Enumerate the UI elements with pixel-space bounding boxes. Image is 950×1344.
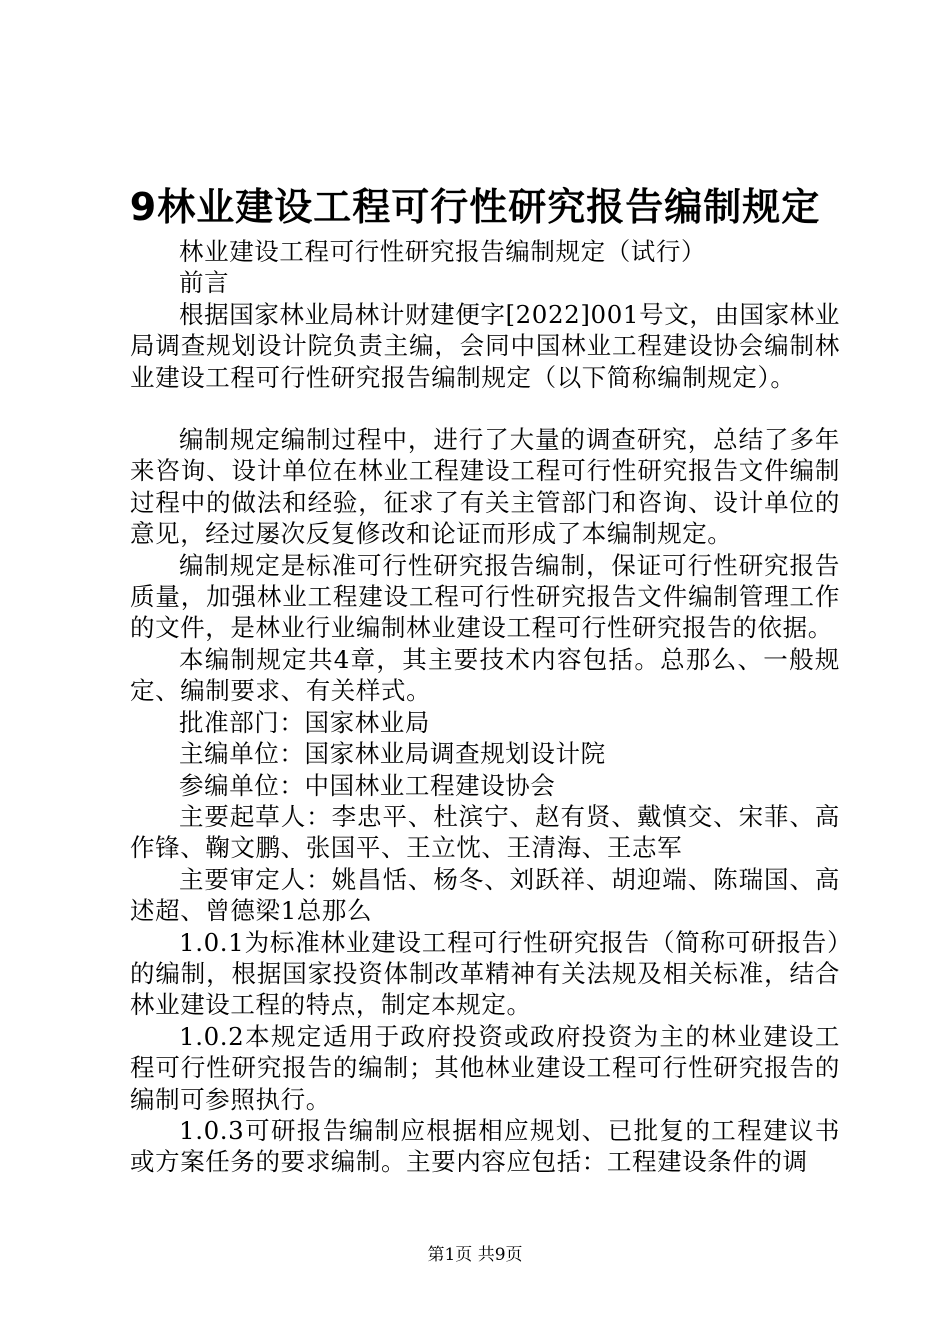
paragraph-preface-heading: 前言	[179, 268, 230, 298]
paragraph-contents: 本编制规定共4章，其主要技术内容包括。总那么、一般规定、编制要求、有关样式。	[130, 644, 840, 706]
paragraph-basis: 根据国家林业局林计财建便字[2022]001号文，由国家林业局调查规划设计院负责主编，会同中国林业工程建设协会编制林业建设工程可行性研究报告编制规定（以下简称编制规定）。	[130, 299, 840, 392]
paragraph-chief-editor: 主编单位：国家林业局调查规划设计院	[179, 739, 606, 769]
paragraph-clause-1-0-3: 1.0.3可研报告编制应根据相应规划、已批复的工程建议书或方案任务的要求编制。主要内容应包括：工程建设条件的调	[130, 1115, 840, 1177]
paragraph-clause-1-0-2: 1.0.2本规定适用于政府投资或政府投资为主的林业建设工程可行性研究报告的编制；其他林业建设工程可行性研究报告的编制可参照执行。	[130, 1021, 840, 1114]
paragraph-co-editor: 参编单位：中国林业工程建设协会	[179, 770, 556, 800]
paragraph-subtitle: 林业建设工程可行性研究报告编制规定（试行）	[179, 237, 707, 266]
paragraph-clause-1-0-1: 1.0.1为标准林业建设工程可行性研究报告（简称可研报告）的编制，根据国家投资体制改革精神有关法规及相关标准，结合林业建设工程的特点，制定本规定。	[130, 927, 840, 1020]
paragraph-process: 编制规定编制过程中，进行了大量的调查研究，总结了多年来咨询、设计单位在林业工程建设工程可行性研究报告文件编制过程中的做法和经验，征求了有关主管部门和咨询、设计单位的意见，经过屡次反复修改和论证而形成了本编制规定。	[130, 425, 840, 549]
paragraph-drafters: 主要起草人：李忠平、杜滨宁、赵有贤、戴慎交、宋菲、高作锋、鞠文鹏、张国平、王立忱、王清海、王志军	[130, 801, 840, 863]
paragraph-reviewers: 主要审定人：姚昌恬、杨冬、刘跃祥、胡迎端、陈瑞国、高述超、曾德梁1总那么	[130, 864, 840, 926]
paragraph-purpose: 编制规定是标准可行性研究报告编制，保证可行性研究报告质量，加强林业工程建设工程可行性研究报告文件编制管理工作的文件，是林业行业编制林业建设工程可行性研究报告的依据。	[130, 550, 840, 643]
paragraph-approval-dept: 批准部门：国家林业局	[179, 707, 430, 737]
page-footer: 第1页 共9页	[427, 1245, 523, 1265]
document-title: 9林业建设工程可行性研究报告编制规定	[129, 185, 821, 229]
document-body	[130, 236, 840, 1178]
